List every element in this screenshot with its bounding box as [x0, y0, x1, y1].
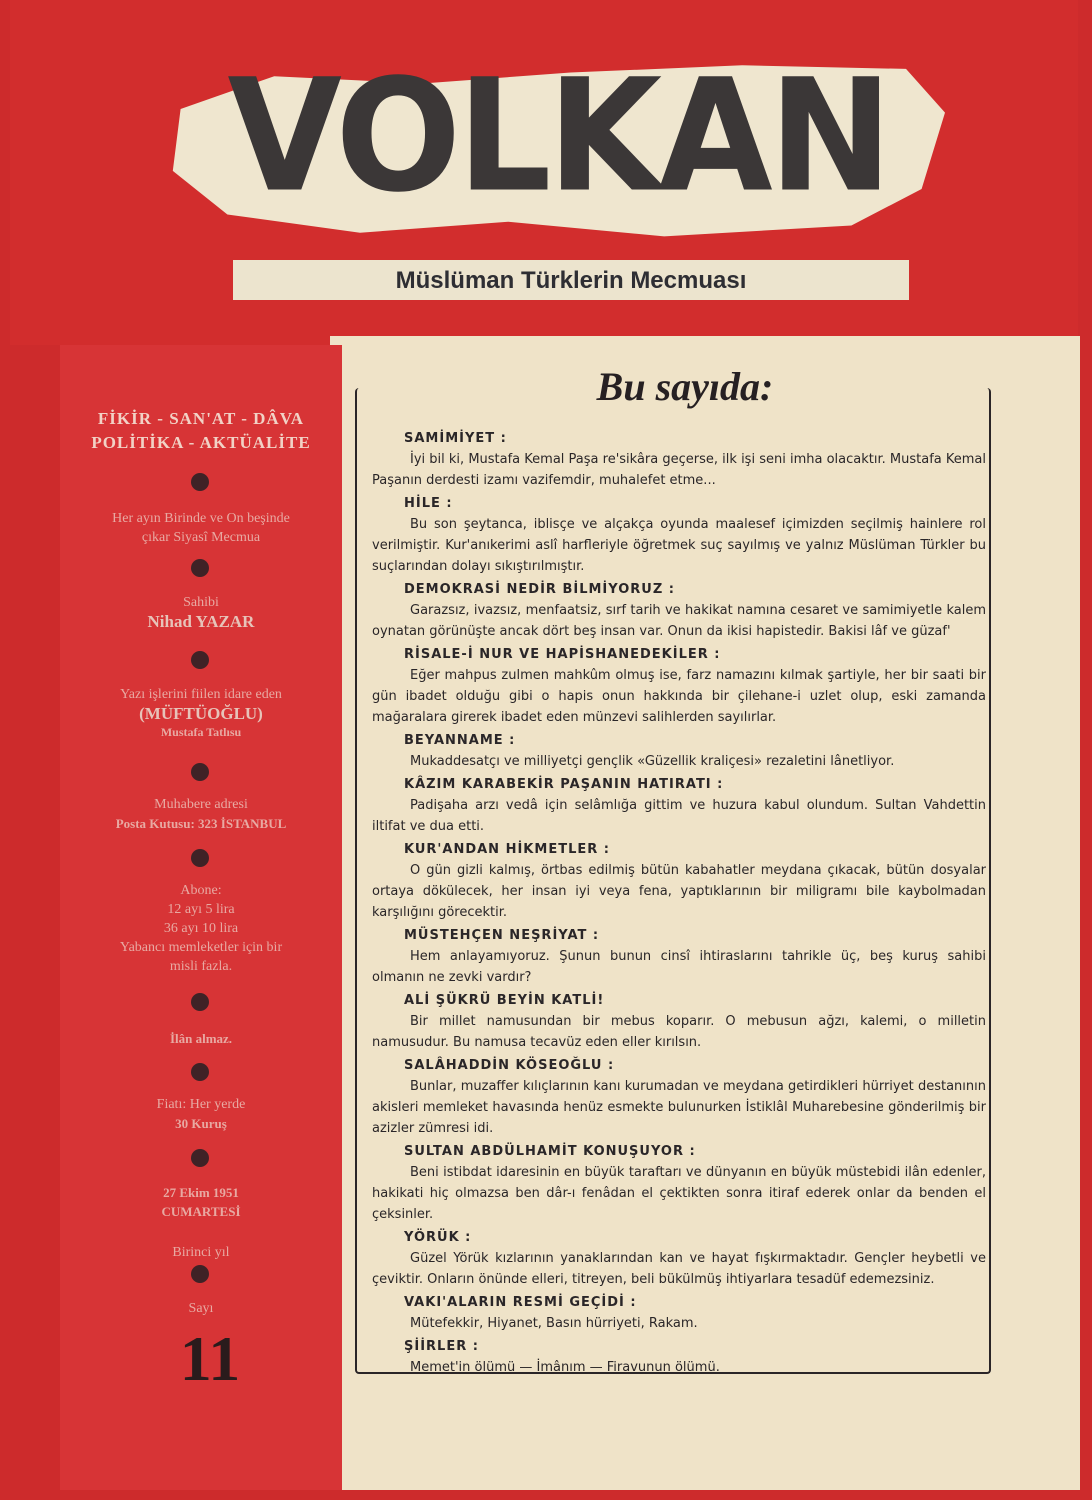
sidebar-heading: FİKİR - SAN'AT - DÂVA POLİTİKA - AKTÜALİTE — [91, 409, 311, 452]
bullet-dot — [191, 1265, 209, 1283]
address-info: Muhabere adresi Posta Kutusu: 323 İSTANBUL — [115, 797, 287, 831]
toc-entry-summary: Bir millet namusundan bir mebus koparır. O mebusun ağzı, kalemi, o milletin namusudur. Bu namusa tecavüz eden eller kırılsın. — [372, 1014, 986, 1050]
bullet-dot — [191, 993, 209, 1011]
tagline-strip — [233, 260, 909, 300]
owner-info: Sahibi Nihad YAZAR — [147, 595, 255, 631]
toc-list — [372, 428, 986, 1380]
toc-entry-heading: BEYANNAME : — [404, 733, 516, 748]
magazine-title: VOLKAN — [227, 45, 889, 227]
toc-entry-summary: Beni istibdat idaresinin en büyük taraftarı ve dünyanın en büyük müstebidi ilân edenler, hakikati hiç olmazsa ben dâr-ı fenâdan el çektikten sonra itiraf ederek onlar da benden el çeksinler. — [372, 1165, 986, 1222]
toc-entry-heading: ALİ ŞÜKRÜ BEYİN KATLİ! — [404, 993, 605, 1008]
bullet-dot — [191, 559, 209, 577]
toc-entry-heading: KUR'ANDAN HİKMETLER : — [404, 842, 610, 857]
toc-entry-heading: RİSALE-İ NUR VE HAPİSHANEDEKİLER : — [404, 647, 721, 662]
issue-label: Sayı — [188, 1301, 214, 1316]
toc-entry-heading: KÂZIM KARABEKİR PAŞANIN HATIRATI : — [404, 777, 724, 792]
toc-entry-summary: Garazsız, ivazsız, menfaatsiz, sırf tarih ve hakikat namına cesaret ve samimiyetle kalem oynatan görünüşte ancak dört beş insan var. Onun da ikisi hapistedir. Bakisi lâf ve güzaf' — [372, 603, 986, 639]
toc-entry-heading: SULTAN ABDÜLHAMİT KONUŞUYOR : — [404, 1144, 696, 1159]
toc-entry-heading: SALÂHADDİN KÖSEOĞLU : — [404, 1058, 615, 1073]
toc-entry-heading: YÖRÜK : — [404, 1230, 472, 1245]
subscription-info: Abone: 12 ayı 5 lira 36 ayı 10 lira Yabancı memleketler için bir misli fazla. — [119, 883, 283, 974]
bullet-dot — [191, 1149, 209, 1167]
toc-entry-summary: O gün gizli kalmış, örtbas edilmiş bütün kabahatler meydana çıkacak, bütün dosyalar ortaya dökülecek, her insan iyi veya fena, yaptıklarının bir miligramı bile kaybolmadan karşılığını görecektir. — [372, 863, 986, 920]
toc-entry-summary: Bu son şeytanca, iblisçe ve alçakça oyunda maalesef içimizden seçilmiş hainlere rol verilmiştir. Kur'anıkerimi aslî harfleriyle öğretmek suç sayılmış ve yalnız Müslüman Türkler bu suçlarından dolayı sıkıştırılmıştır. — [372, 517, 986, 574]
bullet-dot — [191, 849, 209, 867]
year-info: Birinci yıl — [172, 1245, 230, 1260]
bullet-dot — [191, 651, 209, 669]
toc-entry-heading: SAMİMİYET : — [404, 431, 507, 446]
frequency-note: Her ayın Birinde ve On beşinde çıkar Siyasî Mecmua — [112, 511, 290, 545]
toc-title: Bu sayıda: — [596, 364, 774, 409]
toc-entry-heading: MÜSTEHÇEN NEŞRİYAT : — [404, 928, 600, 943]
toc-entry-heading: VAKI'ALARIN RESMİ GEÇİDİ : — [404, 1295, 637, 1310]
toc-entry-summary: Mukaddesatçı ve milliyetçi gençlik «Güzellik kraliçesi» rezaletini lânetliyor. — [410, 754, 895, 769]
info-sidebar — [60, 345, 342, 1490]
toc-entry-summary: Bunlar, muzaffer kılıçlarının kanı kurumadan ve meydana getirdikleri hürriyet destanının akisleri memleket havasında henüz esmekte bulunurken İstiklâl Muharebesine gönderilmiş bir azizler zümresi idi. — [372, 1079, 986, 1136]
price-info: Fiatı: Her yerde 30 Kuruş — [156, 1097, 246, 1131]
ads-note: İlân almaz. — [169, 1031, 233, 1046]
magazine-subtitle: Müslüman Türklerin Mecmuası — [395, 267, 747, 294]
toc-entry-heading: DEMOKRASİ NEDİR BİLMİYORUZ : — [404, 582, 675, 597]
date-info: 27 Ekim 1951 CUMARTESİ — [161, 1185, 241, 1219]
bullet-dot — [191, 763, 209, 781]
toc-entry-summary: Padişaha arzı vedâ için selâmlığa gittim ve huzura kabul olundum. Sultan Vahdettin iltifat ve dua etti. — [372, 798, 986, 834]
toc-entry-heading: ŞİİRLER : — [404, 1339, 479, 1354]
toc-entry-summary: İyi bil ki, Mustafa Kemal Paşa re'sikâra geçerse, ilk işi seni imha olacaktır. Mustafa Kemal Paşanın derdesti izamı vazifemdir, muhalefet etme... — [372, 452, 986, 488]
toc-entry-summary: Güzel Yörük kızlarının yanaklarından kan ve hayat fışkırmaktadır. Gençler heybetli ve çeviktir. Onların önünde elleri, titreyen, beli bükülmüş ihtiyarlara tesadüf edemezsiniz. — [372, 1251, 986, 1287]
bullet-dot — [191, 473, 209, 491]
bullet-dot — [191, 1063, 209, 1081]
toc-entry-summary: Eğer mahpus zulmen mahkûm olmuş ise, farz namazını kılmak şartiyle, her bir saati bir gün ibadet olduğu gibi o hapis onun hakkında bir çilehane-i uzlet olup, eski zamanda mağaralara girerek ibadet eden münzevi salihlerden sayılırlar. — [372, 668, 986, 725]
issue-number: 11 — [179, 1323, 241, 1394]
toc-entry-heading: HİLE : — [404, 496, 453, 511]
toc-entry-summary: Mütefekkir, Hiyanet, Basın hürriyeti, Rakam. — [410, 1316, 698, 1331]
toc-entry-summary: Memet'in ölümü — İmânım — Firavunun ölümü. — [410, 1360, 720, 1375]
editor-info: Yazı işlerini fiilen idare eden (MÜFTÜOĞLU) Mustafa Tatlısu — [120, 687, 282, 739]
toc-entry-summary: Hem anlayamıyoruz. Şunun bunun cinsî ihtiraslarını tahrikle üç, beş kuruş sahibi olmanın ne zevki vardır? — [372, 949, 986, 985]
